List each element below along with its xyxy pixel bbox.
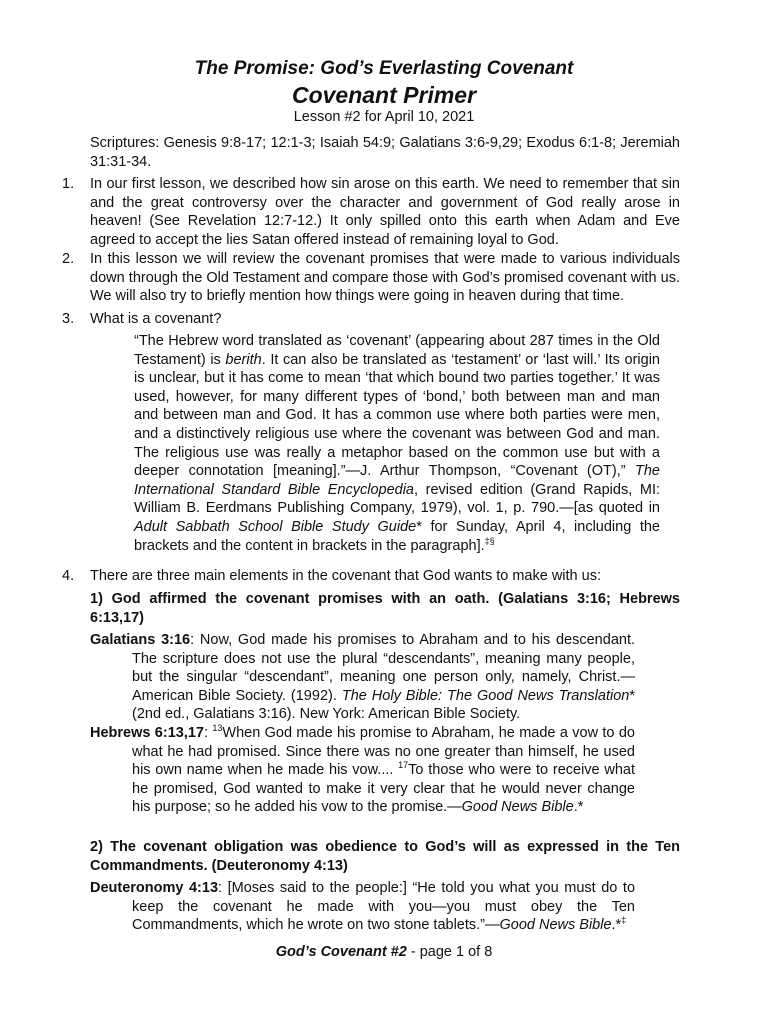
quote-part: , revised edition (Grand Rapids, MI: William B. Eerdmans Publishing Company, 1979), vol. 1, p. 790.—[as quoted in <box>134 481 661 517</box>
document-subtitle-title: Covenant Primer <box>291 82 477 108</box>
covenant-quote <box>134 332 660 555</box>
quote-part: . It can also be translated as ‘testament’ or ‘last will.’ Its origin is unclear, but it has come to mean ‘that which bound two parties together.’ It was used, however, for many different types of ‘bond,’ both between man and man and between man and God. It has a common use where both parties were men, and a distinctively religious use where the covenant was between God and man. The religious use was really a metaphor based on the common use but with a deeper connotation [meaning].”—J. Arthur Thompson, “Covenant (OT),” <box>134 351 660 480</box>
deuteronomy-tail: .* <box>611 917 622 934</box>
galatians-passage <box>90 631 635 724</box>
item-number: 4. <box>62 568 75 584</box>
footnote-mark: ‡§ <box>484 535 495 546</box>
page-footer <box>0 944 768 960</box>
footnote-mark: ‡ <box>621 915 627 926</box>
element1-heading: 1) God affirmed the covenant promises with an oath. (Galatians 3:16; Hebrews 6:13,17) <box>90 591 680 626</box>
document-title: The Promise: God’s Everlasting Covenant <box>194 58 574 79</box>
hebrews-text: To those who were to receive what he promised, God wanted to make it very clear that he would never change his purpose; so he added his vow to the promise.— <box>132 762 635 816</box>
deuteronomy-passage <box>90 879 635 935</box>
item-number: 2. <box>62 251 75 267</box>
item-text: What is a covenant? <box>90 311 222 327</box>
hebrews-passage: Hebrews 6:13,17: $^{13}$When God made his promise to Abraham, he made a vow to do what he had promised. Since there was no one greater than himself, he used his own name when he made his vow.... $^{17}$To those who were to receive what he promised, God wanted to make it very clear that he would never change his purpose; so he added his vow to the promise.—Good News Bible.* <box>90 723 635 816</box>
hebrews-book: Good News Bible <box>461 799 574 816</box>
lesson-date: Lesson #2 for April 10, 2021 <box>293 109 475 125</box>
verse-number: 17 <box>398 760 409 771</box>
item-number: 3. <box>62 311 75 327</box>
hebrews-text: When God made his promise to Abraham, he made a vow to do what he had promised. Since there was no one greater than himself, he used his own name when he made his vow.... <box>132 725 635 779</box>
galatians-tail: * (2nd ed., Galatians 3:16). New York: American Bible Society. <box>132 687 635 723</box>
footer-page-number: - page 1 of 8 <box>406 944 493 960</box>
hebrews-ref: Hebrews 6:13,17 <box>90 725 204 741</box>
quote-part: “The Hebrew word translated as ‘covenant’ (appearing about 287 times in the Old Testament) is <box>134 333 660 368</box>
quote-guide-title: Adult Sabbath School Bible Study Guide <box>134 518 417 535</box>
deuteronomy-ref: Deuteronomy 4:13 <box>90 880 219 896</box>
scriptures-line: Scriptures: Genesis 9:8-17; 12:1-3; Isaiah 54:9; Galatians 3:6-9,29; Exodus 6:1-8; Jeremiah 31:31-34. <box>90 135 680 170</box>
deuteronomy-text: : [Moses said to the people:] “He told you what you must do to keep the covenant he made with you—you must obey the Ten Commandments, which he wrote on two stone tablets.”— <box>132 880 636 934</box>
galatians-ref: Galatians 3:16 <box>90 632 191 648</box>
quote-part: * for Sunday, April 4, including the brackets and the content in brackets in the paragraph]. <box>134 518 660 554</box>
footer-title: God’s Covenant #2 <box>275 944 407 960</box>
item-number: 1. <box>62 176 75 192</box>
verse-number: 13 <box>212 723 223 734</box>
galatians-book: The Holy Bible: The Good News Translation <box>341 687 630 704</box>
quote-source-title: The International Standard Bible Encyclopedia <box>134 463 660 498</box>
element2-heading: 2) The covenant obligation was obedience to God’s will as expressed in the Ten Commandments. (Deuteronomy 4:13) <box>90 839 680 874</box>
galatians-text: : Now, God made his promises to Abraham and to his descendant. The scripture does not use the plural “descendants”, meaning many people, but the singular “descendant”, meaning one person only, namely, Christ.—American Bible Society. (1992). <box>132 632 635 704</box>
hebrews-tail: .* <box>573 799 584 816</box>
item-text: In this lesson we will review the covenant promises that were made to various individuals down through the Old Testament and compare those with God’s promised covenant with us. We will also try to briefly mention how things were going in heaven during that time. <box>90 251 680 305</box>
item-text: There are three main elements in the covenant that God wants to make with us: <box>90 568 601 584</box>
quote-berith: berith <box>225 351 262 368</box>
item-text: In our first lesson, we described how sin arose on this earth. We need to remember that sin and the great controversy over the character and government of God really arose in heaven! (See Revelation 12:7-12.) It only spilled onto this earth when Adam and Eve agreed to accept the lies Satan offered instead of remaining loyal to God. <box>90 176 680 248</box>
deuteronomy-book: Good News Bible <box>499 917 612 934</box>
